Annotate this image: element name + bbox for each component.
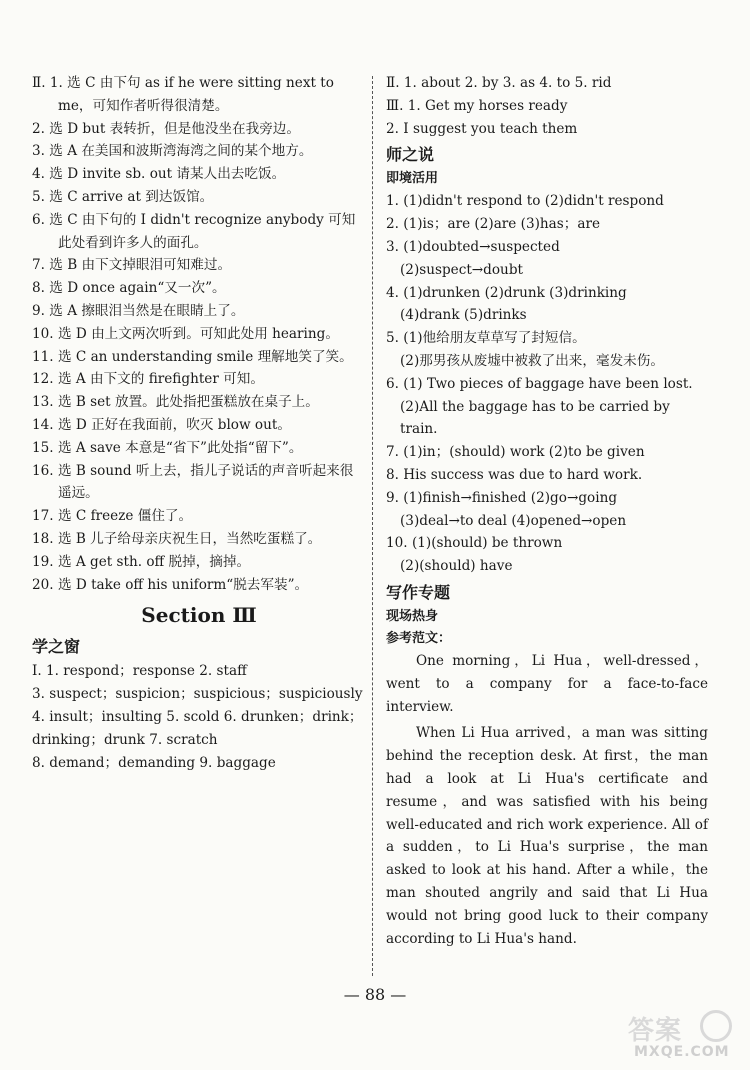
answer-line: Ⅲ. 1. Get my horses ready xyxy=(386,97,568,114)
answer-item: 13. 选 B set 放置。此处指把蛋糕放在桌子上。 xyxy=(32,394,319,411)
right-column xyxy=(386,72,708,950)
answer-item: 1. (1)didn't respond to (2)didn't respond xyxy=(386,193,664,210)
column-divider xyxy=(372,76,373,976)
answer-line: (3)deal→to deal (4)opened→open xyxy=(400,512,627,529)
answer-item: 18. 选 B 儿子给母亲庆祝生日，当然吃蛋糕了。 xyxy=(32,530,322,547)
left-column xyxy=(32,72,366,774)
answer-item: 19. 选 A get sth. off 脱掉，摘掉。 xyxy=(32,553,251,570)
answer-line: (2)All the baggage has to be carried by train. xyxy=(400,398,670,438)
answer-item: 17. 选 C freeze 僵住了。 xyxy=(32,508,193,525)
watermark-url: MXQE.COM xyxy=(634,1044,730,1060)
answer-item: 6. 选 C 由下句的 I didn't recognize anybody 可知此处看到许多人的面孔。 xyxy=(32,211,356,251)
essay-paragraph: One morning，Li Hua，well-dressed，went to a company for a face-to-face interview. xyxy=(386,652,708,715)
answer-item: 4. (1)drunken (2)drunk (3)drinking xyxy=(386,284,627,301)
page-number: — 88 — xyxy=(343,985,407,1004)
answer-item: 7. (1)in；(should) work (2)to be given xyxy=(386,444,645,461)
answer-item: 4. 选 D invite sb. out 请某人出去吃饭。 xyxy=(32,166,286,183)
sub-heading: 参考范文： xyxy=(386,630,452,646)
answer-line: (2)(should) have xyxy=(400,558,513,575)
answer-item: 9. (1)finish→finished (2)go→going xyxy=(386,489,618,506)
answer-item: 5. 选 C arrive at 到达饭馆。 xyxy=(32,188,214,205)
watermark-badge-icon xyxy=(700,1010,732,1042)
essay-paragraph: When Li Hua arrived，a man was sitting behind the reception desk. At first，the man had a look at Li Hua's certificate and resume，and was satisfied with his being well-educated and rich work experience. All of a sudden，to Li Hua's surprise，the man asked to look at his hand. After a while，the man shouted angrily and said that Li Hua would not bring good luck to their company according to Li Hua's hand. xyxy=(386,725,708,947)
answer-item: 8. His success was due to hard work. xyxy=(386,466,643,483)
answer-item: 14. 选 D 正好在我面前，吹灭 blow out。 xyxy=(32,416,291,433)
answer-item: 7. 选 B 由下文掉眼泪可知难过。 xyxy=(32,257,232,274)
answer-item: 6. (1) Two pieces of baggage have been lost. xyxy=(386,375,693,392)
answer-item: 11. 选 C an understanding smile 理解地笑了笑。 xyxy=(32,348,353,365)
answer-item: 20. 选 D take off his uniform“脱去军装”。 xyxy=(32,576,309,593)
answer-line: 8. demand；demanding 9. baggage xyxy=(32,754,276,771)
answer-line: (4)drank (5)drinks xyxy=(400,307,527,324)
answer-item: 3. (1)doubted→suspected xyxy=(386,238,560,255)
watermark-logo: 答案 xyxy=(628,1016,683,1046)
section-heading: 学之窗 xyxy=(32,637,81,657)
answer-line: Ⅰ. 1. respond；response 2. staff xyxy=(32,663,247,680)
answer-item: 9. 选 A 擦眼泪当然是在眼睛上了。 xyxy=(32,302,245,319)
answer-item: Ⅱ. 1. 选 C 由下句 as if he were sitting next to me，可知作者听得很清楚。 xyxy=(32,75,334,114)
answer-line: Ⅱ. 1. about 2. by 3. as 4. to 5. rid xyxy=(386,75,612,91)
answer-line: (2)suspect→doubt xyxy=(400,261,523,278)
answer-item: 15. 选 A save 本意是“省下”此处指“留下”。 xyxy=(32,439,303,456)
sub-heading: 现场热身 xyxy=(386,608,439,624)
answer-item: 12. 选 A 由下文的 firefighter 可知。 xyxy=(32,371,264,388)
answer-item: 8. 选 D once again“又一次”。 xyxy=(32,280,226,297)
answer-item: 2. (1)is；are (2)are (3)has；are xyxy=(386,216,600,233)
section-heading: 写作专题 xyxy=(386,582,451,602)
answer-item: 16. 选 B sound 听上去，指儿子说话的声音听起来很遥远。 xyxy=(32,462,354,502)
answer-item: 2. 选 D but 表转折，但是他没坐在我旁边。 xyxy=(32,120,300,137)
answer-line: 4. insult；insulting 5. scold 6. drunken；drink；drinking；drunk 7. scratch xyxy=(32,708,363,748)
answer-item: 10. 选 D 由上文两次听到。可知此处用 hearing。 xyxy=(32,325,339,342)
answer-line: 3. suspect；suspicion；suspicious；suspiciously xyxy=(32,686,363,703)
sub-heading: 即境活用 xyxy=(386,171,439,187)
answer-line: (2)那男孩从废墟中被救了出来，毫发未伤。 xyxy=(400,352,664,369)
answer-item: 5. (1)他给朋友草草写了封短信。 xyxy=(386,330,586,347)
section-title: Section Ⅲ xyxy=(141,603,257,628)
answer-line: 2. I suggest you teach them xyxy=(386,120,578,137)
section-heading: 师之说 xyxy=(386,145,435,165)
answer-item: 3. 选 A 在美国和波斯湾海湾之间的某个地方。 xyxy=(32,143,313,160)
answer-item: 10. (1)(should) be thrown xyxy=(386,535,563,552)
